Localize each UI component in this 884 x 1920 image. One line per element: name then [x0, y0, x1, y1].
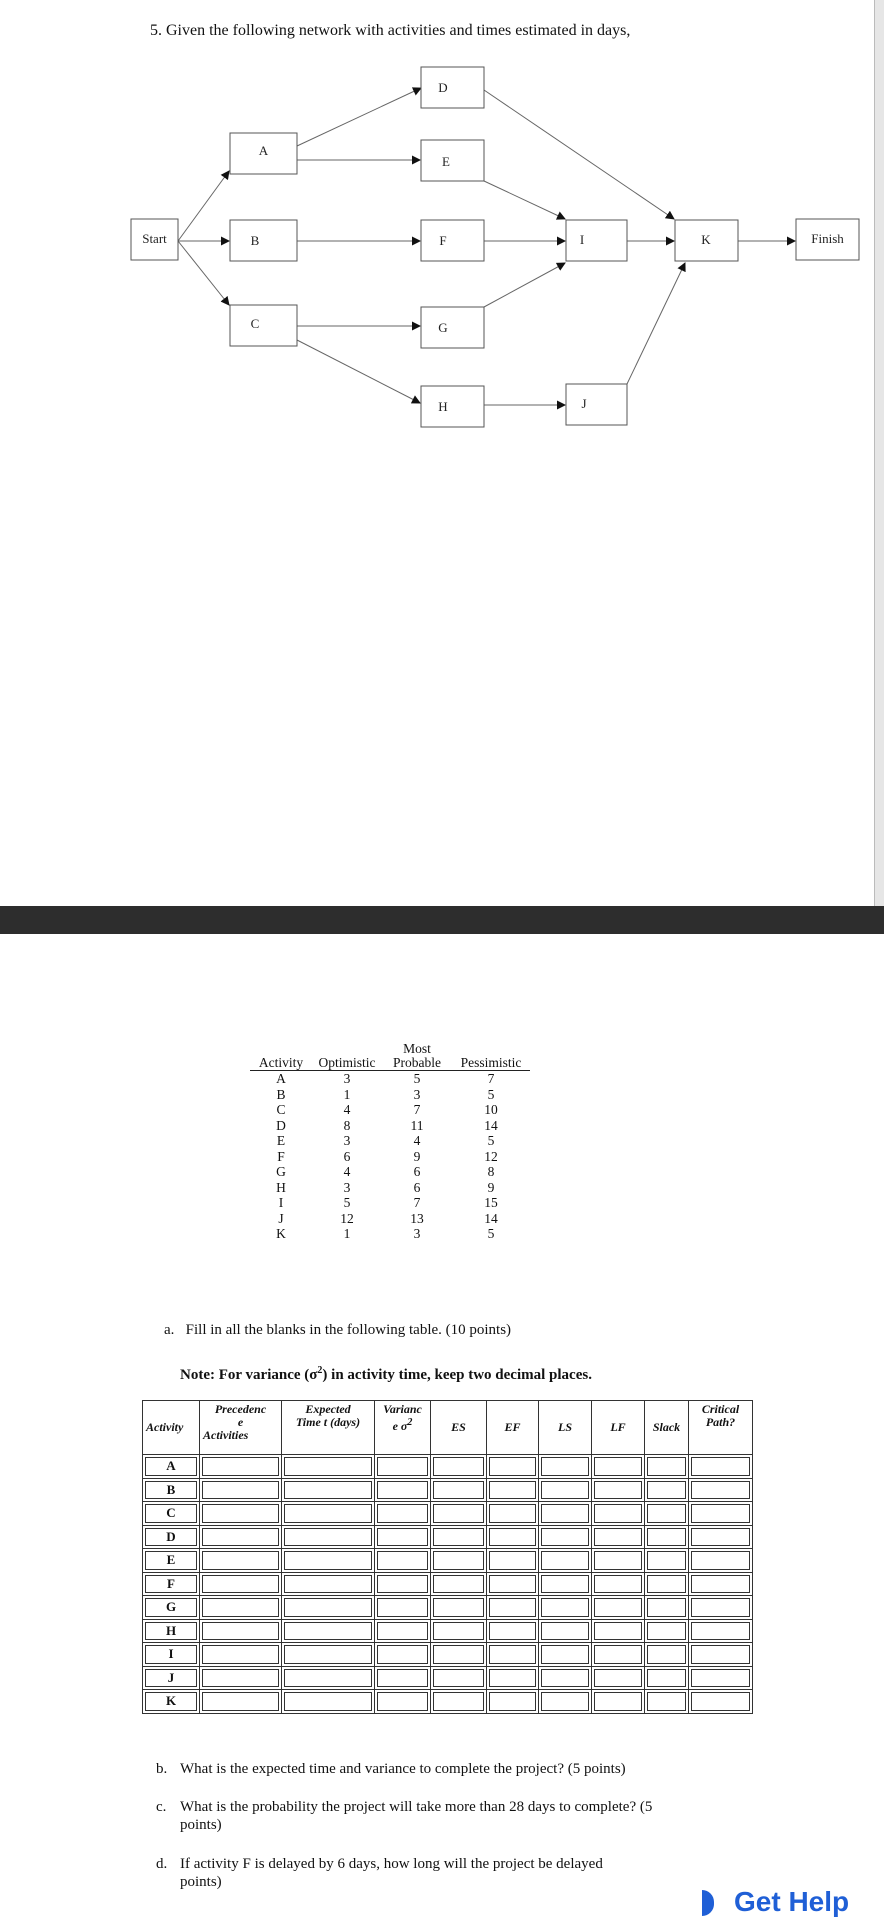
estimates-header-row [250, 1042, 530, 1071]
blank-expected-time-cell[interactable] [282, 1455, 375, 1479]
svg-text:K: K [701, 231, 711, 247]
network-diagram [0, 0, 875, 460]
part-c-line1: What is the probability the project will take more than 28 days to complete? (5 [180, 1799, 653, 1815]
blank-expected-time-cell[interactable] [282, 1502, 375, 1526]
estimate-most-probable: 5 [413, 1071, 421, 1086]
estimate-most-probable: 6 [413, 1164, 421, 1179]
blank-critical-path-cell[interactable] [689, 1666, 753, 1690]
part-c-line2: points) [180, 1817, 222, 1833]
blank-slack-cell[interactable] [645, 1666, 689, 1690]
blank-variance-cell[interactable] [375, 1455, 431, 1479]
edge-g-i [484, 263, 565, 307]
blank-es-cell[interactable] [431, 1502, 487, 1526]
answer-row [143, 1690, 753, 1714]
blank-critical-path-cell[interactable] [689, 1502, 753, 1526]
estimate-pessimistic: 14 [484, 1117, 498, 1133]
get-help-label: Get Help [734, 1886, 850, 1917]
blank-ls-cell[interactable] [539, 1502, 592, 1526]
blank-ef-cell[interactable] [487, 1478, 539, 1502]
blank-slack-cell[interactable] [645, 1478, 689, 1502]
estimate-pessimistic: 9 [487, 1179, 495, 1195]
col-lf: LF [592, 1401, 645, 1455]
blank-ef-cell[interactable] [487, 1619, 539, 1643]
blank-expected-time-cell[interactable] [282, 1619, 375, 1643]
blank-variance-cell[interactable] [375, 1666, 431, 1690]
estimates-row [250, 1087, 530, 1103]
estimate-optimistic: 3 [343, 1179, 351, 1195]
estimate-activity: F [277, 1148, 285, 1164]
estimate-activity: G [276, 1164, 286, 1179]
estimates-body [250, 1071, 530, 1242]
blank-variance-cell[interactable] [375, 1596, 431, 1620]
edge-c-h [297, 340, 420, 403]
node-h [421, 386, 484, 427]
blank-critical-path-cell[interactable] [689, 1572, 753, 1596]
answer-activity: K [143, 1690, 200, 1714]
blank-expected-time-cell[interactable] [282, 1596, 375, 1620]
blank-ef-cell[interactable] [487, 1666, 539, 1690]
node-finish [796, 219, 859, 260]
blank-variance-cell[interactable] [375, 1690, 431, 1714]
part-a-label: a. [164, 1322, 175, 1338]
node-j [566, 384, 627, 425]
svg-text:Finish: Finish [811, 230, 844, 246]
blank-ef-cell[interactable] [487, 1525, 539, 1549]
estimates-row [250, 1180, 530, 1196]
estimate-optimistic: 3 [343, 1133, 351, 1148]
answer-row [143, 1478, 753, 1502]
blank-ef-cell[interactable] [487, 1690, 539, 1714]
svg-text:G: G [438, 319, 448, 335]
svg-text:F: F [439, 232, 447, 248]
blank-slack-cell[interactable] [645, 1690, 689, 1714]
answer-activity: A [143, 1455, 200, 1479]
edge-e-i [484, 181, 565, 219]
blank-expected-time-cell[interactable] [282, 1572, 375, 1596]
col-expected-time: Expected Time t (days) [282, 1401, 375, 1455]
part-d-line1: If activity F is delayed by 6 days, how long will the project be delayed [180, 1856, 603, 1872]
blank-lf-cell[interactable] [592, 1666, 645, 1690]
blank-precedence-cell[interactable] [200, 1478, 282, 1502]
answer-activity: H [143, 1619, 200, 1643]
blank-critical-path-cell[interactable] [689, 1478, 753, 1502]
answer-table [142, 1400, 753, 1714]
page-1 [0, 0, 875, 906]
blank-slack-cell[interactable] [645, 1619, 689, 1643]
col-slack: Slack [645, 1401, 689, 1455]
blank-ef-cell[interactable] [487, 1455, 539, 1479]
part-a-text: Fill in all the blanks in the following table. (10 points) [185, 1322, 512, 1338]
blank-critical-path-cell[interactable] [689, 1549, 753, 1573]
blank-variance-cell[interactable] [375, 1502, 431, 1526]
estimate-pessimistic: 5 [487, 1226, 495, 1241]
blank-lf-cell[interactable] [592, 1455, 645, 1479]
col-precedence: Precedenc e Activities [200, 1401, 282, 1455]
estimate-pessimistic: 12 [484, 1148, 498, 1164]
blank-precedence-cell[interactable] [200, 1572, 282, 1596]
estimate-most-probable: 7 [413, 1102, 421, 1117]
answer-body [143, 1455, 753, 1714]
blank-lf-cell[interactable] [592, 1690, 645, 1714]
estimate-pessimistic: 8 [487, 1164, 495, 1179]
page-separator [0, 906, 884, 934]
part-b-label: b. [156, 1761, 168, 1777]
blank-es-cell[interactable] [431, 1690, 487, 1714]
estimate-activity: C [276, 1102, 286, 1117]
node-e [421, 140, 484, 181]
estimate-activity: K [276, 1226, 286, 1241]
part-b [156, 1760, 626, 1778]
blank-precedence-cell[interactable] [200, 1549, 282, 1573]
estimate-activity: I [278, 1195, 284, 1210]
blank-variance-cell[interactable] [375, 1478, 431, 1502]
blank-ls-cell[interactable] [539, 1572, 592, 1596]
estimates-header-pessimistic: Pessimistic [452, 1042, 530, 1071]
blank-ls-cell[interactable] [539, 1455, 592, 1479]
estimate-optimistic: 4 [343, 1164, 351, 1179]
blank-es-cell[interactable] [431, 1478, 487, 1502]
answer-row [143, 1643, 753, 1667]
variance-note: Note: For variance $(\sigma^2)$ in activity time, keep two decimal places. [180, 1365, 592, 1383]
col-activity: Activity [143, 1401, 200, 1455]
col-critical-path: Critical Path? [689, 1401, 753, 1455]
svg-text:J: J [581, 395, 587, 411]
page-2 [0, 934, 875, 1920]
estimates-header-activity: Activity [250, 1042, 312, 1071]
estimate-optimistic: 1 [343, 1086, 351, 1102]
blank-lf-cell[interactable] [592, 1643, 645, 1667]
question-title: 5. Given the following network with activities and times estimated in days, [150, 22, 631, 39]
estimate-optimistic: 6 [343, 1148, 351, 1164]
blank-precedence-cell[interactable] [200, 1525, 282, 1549]
col-es: ES [431, 1401, 487, 1455]
estimates-row [250, 1118, 530, 1134]
part-b-text: What is the expected time and variance to complete the project? (5 points) [180, 1761, 626, 1777]
blank-precedence-cell[interactable] [200, 1596, 282, 1620]
blank-ef-cell[interactable] [487, 1549, 539, 1573]
svg-text:C: C [250, 315, 260, 331]
blank-expected-time-cell[interactable] [282, 1690, 375, 1714]
estimates-header-most-probable: Most Probable [382, 1042, 452, 1071]
blank-slack-cell[interactable] [645, 1596, 689, 1620]
blank-slack-cell[interactable] [645, 1455, 689, 1479]
svg-text:E: E [442, 153, 450, 169]
part-c [156, 1798, 653, 1834]
part-a [164, 1322, 511, 1339]
blank-ls-cell[interactable] [539, 1690, 592, 1714]
page-edge [875, 0, 884, 906]
answer-activity: B [143, 1478, 200, 1502]
blank-ls-cell[interactable] [539, 1596, 592, 1620]
blank-slack-cell[interactable] [645, 1572, 689, 1596]
estimate-pessimistic: 10 [484, 1102, 498, 1117]
blank-variance-cell[interactable] [375, 1525, 431, 1549]
node-d [421, 67, 484, 108]
answer-row [143, 1572, 753, 1596]
blank-variance-cell[interactable] [375, 1572, 431, 1596]
blank-es-cell[interactable] [431, 1572, 487, 1596]
node-b [230, 220, 297, 261]
svg-text:H: H [438, 398, 448, 414]
blank-lf-cell[interactable] [592, 1478, 645, 1502]
answer-row [143, 1525, 753, 1549]
node-k [675, 220, 738, 261]
blank-ef-cell[interactable] [487, 1643, 539, 1667]
estimate-pessimistic: 15 [484, 1195, 498, 1210]
svg-text:I: I [579, 231, 585, 247]
blank-ls-cell[interactable] [539, 1549, 592, 1573]
answer-row [143, 1596, 753, 1620]
blank-lf-cell[interactable] [592, 1502, 645, 1526]
svg-text:A: A [258, 142, 269, 158]
answer-activity: D [143, 1525, 200, 1549]
estimate-optimistic: 8 [343, 1117, 351, 1133]
blank-ls-cell[interactable] [539, 1619, 592, 1643]
blank-expected-time-cell[interactable] [282, 1478, 375, 1502]
estimate-optimistic: 5 [343, 1195, 351, 1210]
estimate-pessimistic: 14 [484, 1210, 498, 1226]
answer-activity: I [143, 1643, 200, 1667]
estimates-row [250, 1195, 530, 1211]
blank-expected-time-cell[interactable] [282, 1666, 375, 1690]
blank-slack-cell[interactable] [645, 1549, 689, 1573]
estimate-optimistic: 4 [343, 1102, 351, 1117]
part-d-line2: points) [180, 1874, 222, 1890]
blank-lf-cell[interactable] [592, 1619, 645, 1643]
blank-variance-cell[interactable] [375, 1643, 431, 1667]
blank-critical-path-cell[interactable] [689, 1455, 753, 1479]
answer-activity: C [143, 1502, 200, 1526]
estimate-most-probable: 7 [413, 1195, 421, 1210]
blank-lf-cell[interactable] [592, 1525, 645, 1549]
part-c-label: c. [156, 1799, 167, 1815]
estimates-row [250, 1211, 530, 1227]
blank-ef-cell[interactable] [487, 1596, 539, 1620]
estimate-pessimistic: 5 [487, 1133, 495, 1148]
answer-activity: G [143, 1596, 200, 1620]
col-ls: LS [539, 1401, 592, 1455]
answer-activity: E [143, 1549, 200, 1573]
blank-ls-cell[interactable] [539, 1666, 592, 1690]
help-logo-icon [702, 1890, 714, 1916]
blank-slack-cell[interactable] [645, 1643, 689, 1667]
estimates-table [250, 1042, 530, 1242]
estimates-row [250, 1133, 530, 1149]
blank-es-cell[interactable] [431, 1596, 487, 1620]
svg-text:B: B [250, 232, 260, 248]
estimates-row [250, 1226, 530, 1242]
blank-lf-cell[interactable] [592, 1549, 645, 1573]
estimates-row [250, 1149, 530, 1165]
blank-ls-cell[interactable] [539, 1478, 592, 1502]
answer-header-row [143, 1401, 753, 1455]
node-i [566, 220, 627, 261]
answer-activity: J [143, 1666, 200, 1690]
estimates-row [250, 1164, 530, 1180]
blank-expected-time-cell[interactable] [282, 1549, 375, 1573]
blank-variance-cell[interactable] [375, 1549, 431, 1573]
estimate-activity: J [278, 1210, 284, 1226]
estimates-header-optimistic: Optimistic [312, 1042, 382, 1071]
svg-text:D: D [438, 79, 448, 95]
blank-precedence-cell[interactable] [200, 1455, 282, 1479]
estimates-row [250, 1071, 530, 1087]
blank-precedence-cell[interactable] [200, 1666, 282, 1690]
estimate-activity: E [276, 1133, 286, 1148]
blank-ls-cell[interactable] [539, 1643, 592, 1667]
estimate-optimistic: 3 [343, 1071, 351, 1086]
node-g [421, 307, 484, 348]
col-ef: EF [487, 1401, 539, 1455]
node-start [131, 219, 178, 260]
blank-precedence-cell[interactable] [200, 1619, 282, 1643]
part-d [156, 1855, 603, 1891]
estimate-pessimistic: 5 [487, 1086, 495, 1102]
answer-row [143, 1666, 753, 1690]
edge-j-k [627, 263, 685, 384]
estimate-activity: B [276, 1086, 286, 1102]
blank-es-cell[interactable] [431, 1525, 487, 1549]
blank-es-cell[interactable] [431, 1666, 487, 1690]
blank-expected-time-cell[interactable] [282, 1643, 375, 1667]
estimate-most-probable: 4 [413, 1133, 421, 1148]
estimate-most-probable: 13 [410, 1210, 424, 1226]
edge-a-d [297, 88, 421, 146]
edge-d-k [484, 90, 674, 219]
edge-start-a [178, 171, 229, 241]
answer-row [143, 1549, 753, 1573]
blank-precedence-cell[interactable] [200, 1690, 282, 1714]
svg-text:Start: Start [142, 230, 167, 246]
blank-ef-cell[interactable] [487, 1502, 539, 1526]
edge-start-c [178, 241, 229, 305]
blank-critical-path-cell[interactable] [689, 1525, 753, 1549]
blank-variance-cell[interactable] [375, 1619, 431, 1643]
blank-slack-cell[interactable] [645, 1502, 689, 1526]
blank-es-cell[interactable] [431, 1643, 487, 1667]
get-help-button[interactable] [702, 1884, 884, 1920]
estimate-most-probable: 3 [413, 1086, 421, 1102]
answer-row [143, 1502, 753, 1526]
blank-lf-cell[interactable] [592, 1596, 645, 1620]
estimate-most-probable: 11 [410, 1117, 424, 1133]
answer-row [143, 1455, 753, 1479]
part-d-label: d. [156, 1856, 168, 1872]
node-f [421, 220, 484, 261]
estimate-most-probable: 3 [413, 1226, 421, 1241]
blank-precedence-cell[interactable] [200, 1643, 282, 1667]
node-c [230, 305, 297, 346]
answer-activity: F [143, 1572, 200, 1596]
col-variance: Varianc e $\sigma^2$ [375, 1401, 431, 1455]
estimates-row [250, 1102, 530, 1118]
blank-es-cell[interactable] [431, 1455, 487, 1479]
estimate-activity: A [276, 1071, 286, 1086]
blank-critical-path-cell[interactable] [689, 1596, 753, 1620]
blank-critical-path-cell[interactable] [689, 1690, 753, 1714]
blank-lf-cell[interactable] [592, 1572, 645, 1596]
estimate-most-probable: 9 [413, 1148, 421, 1164]
estimate-pessimistic: 7 [487, 1071, 495, 1086]
blank-expected-time-cell[interactable] [282, 1525, 375, 1549]
estimate-optimistic: 12 [340, 1210, 354, 1226]
answer-row [143, 1619, 753, 1643]
node-a [230, 133, 297, 174]
blank-ls-cell[interactable] [539, 1525, 592, 1549]
blank-critical-path-cell[interactable] [689, 1619, 753, 1643]
estimate-activity: D [276, 1117, 286, 1133]
blank-es-cell[interactable] [431, 1619, 487, 1643]
estimate-activity: H [276, 1179, 286, 1195]
blank-es-cell[interactable] [431, 1549, 487, 1573]
blank-ef-cell[interactable] [487, 1572, 539, 1596]
estimate-optimistic: 1 [343, 1226, 351, 1241]
blank-slack-cell[interactable] [645, 1525, 689, 1549]
estimate-most-probable: 6 [413, 1179, 421, 1195]
blank-precedence-cell[interactable] [200, 1502, 282, 1526]
blank-critical-path-cell[interactable] [689, 1643, 753, 1667]
